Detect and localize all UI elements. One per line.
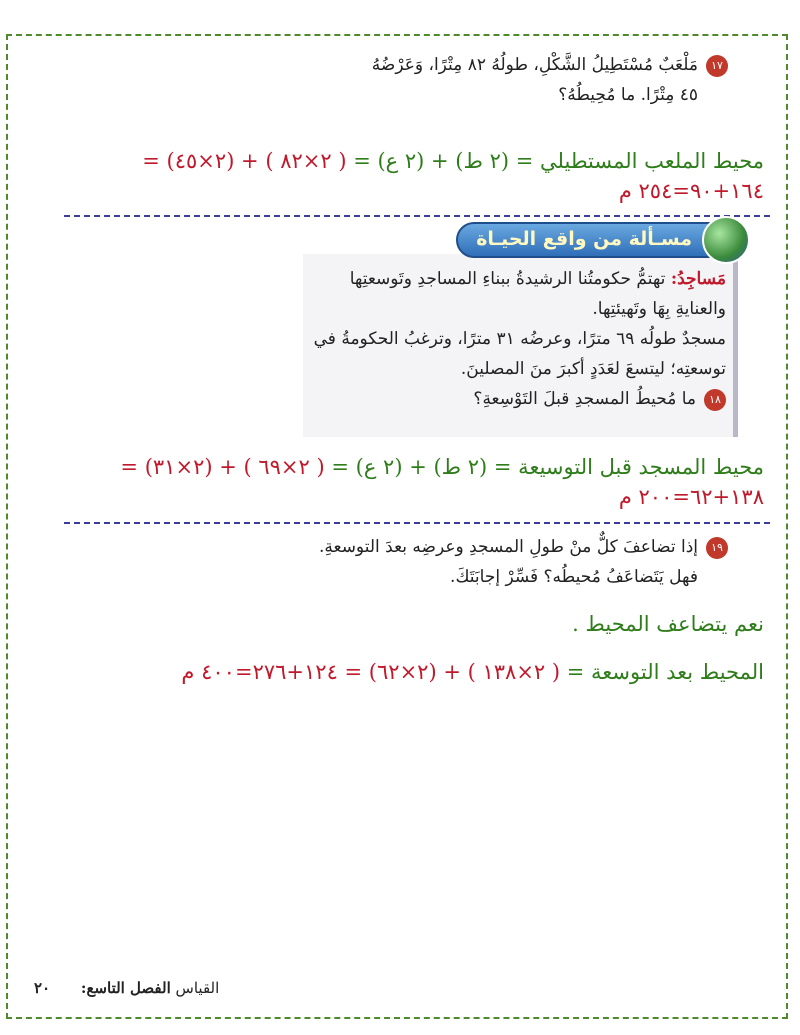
real-life-banner xyxy=(456,222,738,258)
question-number-badge: ١٩ xyxy=(706,537,728,559)
question-text: مَلْعَبٌ مُسْتَطِيلُ الشَّكْلِ، طولُهُ ٨٢ مِتْرًا، وَعَرْضُهُ xyxy=(371,55,698,75)
problem-line: والعنايةِ بِهَا وتَهيئتِها. xyxy=(592,299,726,319)
answer-19-calc xyxy=(24,660,764,684)
page-footer xyxy=(34,979,219,997)
question-text: ما مُحيطُ المسجدِ قبلَ التَوْسِعةِ؟ xyxy=(473,389,696,409)
banner-label: مسـألة من واقع الحيـاة xyxy=(476,228,692,250)
question-text: إذا تضاعفَ كلٌّ منْ طولِ المسجدِ وعرضِه بعدَ التوسعةِ. xyxy=(318,537,698,557)
topic-label: مَساجِدُ: xyxy=(670,269,726,289)
answer-formula: محيط المسجد قبل التوسيعة = (٢ ط) + (٢ ع) = xyxy=(331,455,764,479)
problem-line: مسجدٌ طولُه ٦٩ مترًا، وعرضُه ٣١ مترًا، وترغبُ الحكومةُ في xyxy=(313,329,726,349)
answer-substitution: ( ٢×٨٢ ) + (٢×٤٥) = xyxy=(142,149,347,173)
problem-line: توسعتِه؛ ليتسعَ لعَدَدٍ أكبرَ منَ المصلينَ. xyxy=(460,359,726,379)
answer-19-yes: نعم يتضاعف المحيط . xyxy=(572,612,764,636)
answer-formula: المحيط بعد التوسعة = xyxy=(566,660,764,684)
answer-substitution: ( ٢×١٣٨ ) + (٢×٦٢) = ١٢٤+٢٧٦=٤٠٠ م xyxy=(181,660,561,684)
separator xyxy=(64,215,770,217)
answer-17 xyxy=(24,146,764,206)
answer-substitution: ( ٢×٦٩ ) + (٢×٣١) = xyxy=(120,455,325,479)
answer-formula: محيط الملعب المستطيلي = (٢ ط) + (٢ ع) = xyxy=(353,149,764,173)
question-number-badge: ١٧ xyxy=(706,55,728,77)
globe-icon xyxy=(702,216,750,264)
question-number-badge: ١٨ xyxy=(704,389,726,411)
problem-text xyxy=(306,264,726,414)
separator xyxy=(64,522,770,524)
answer-result: ١٣٨+٦٢=٢٠٠ م xyxy=(618,485,764,509)
question-text: ٤٥ مِتْرًا. ما مُحِيطُهُ؟ xyxy=(558,85,698,105)
answer-result: ١٦٤+٩٠=٢٥٤ م xyxy=(618,179,764,203)
chapter-topic: القياس xyxy=(175,979,220,997)
chapter-label: الفصل التاسع: xyxy=(80,979,171,997)
question-17 xyxy=(48,50,728,110)
answer-18 xyxy=(24,452,764,512)
question-19 xyxy=(48,532,728,592)
page-number: ٢٠ xyxy=(34,979,51,997)
problem-line: تهتمُّ حكومتُنا الرشيدةُ ببناءِ المساجدِ وتَوسعتِها xyxy=(349,269,671,289)
question-text: فهل يَتَضاعَفُ مُحيطُه؟ فَسِّرْ إجابَتَكَ. xyxy=(450,567,698,587)
